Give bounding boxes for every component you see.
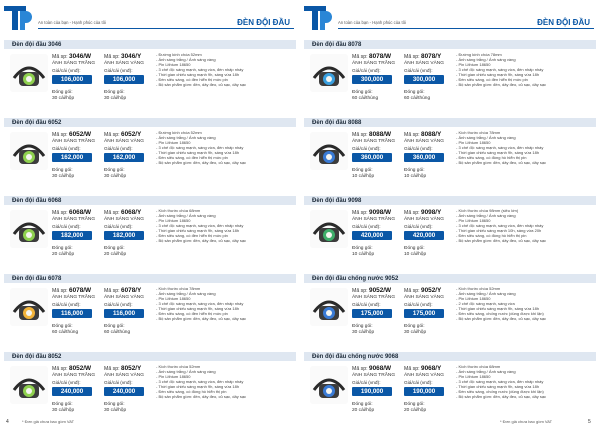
price-label: Giá/cái (vnđ): <box>404 147 433 152</box>
price-badge: 182,000 <box>104 231 144 240</box>
headlamp-icon <box>10 210 48 248</box>
pack-label: Đóng gói: <box>352 168 373 173</box>
light-type: ÁNH SÁNG TRẮNG <box>352 217 396 222</box>
price-badge: 360,000 <box>352 153 392 162</box>
model-code: Mã sp: 8052/Y <box>104 365 142 372</box>
price-badge: 116,000 <box>104 309 144 318</box>
light-type: ÁNH SÁNG TRẮNG <box>52 61 96 66</box>
variant-yellow <box>104 53 154 101</box>
variant-white <box>52 131 102 179</box>
product-title: Đèn đội đầu 9098 <box>304 196 596 205</box>
price-label: Giá/cái (vnđ): <box>352 69 381 74</box>
variant-yellow <box>404 131 454 179</box>
product-title: Đèn đội đầu chống nước 9052 <box>304 274 596 283</box>
light-type: ÁNH SÁNG VÀNG <box>404 373 444 378</box>
pack-label: Đóng gói: <box>104 402 125 407</box>
model-code: Mã sp: 9052/W <box>352 287 392 294</box>
spec-list: - Đường kính chóa 78mm - Ánh sáng trắng / Ánh sáng vàng - Pin Lithium 18650 - 3 chế độ: sáng mạnh, sáng vừa, đèn nhấp nháy - Thời gian chiếu sáng mạnh 9h, sáng vừa 18h - Đèn siêu sáng, có đèn hiển thị mức pin - Bộ sản phẩm gồm: đèn, dây đeo, củ sạc, dây sạc <box>456 52 547 87</box>
header-divider <box>338 28 594 29</box>
spec-list: - Kích thước chóa 98mm (siêu lớn) - Ánh sáng trắng / Ánh sáng vàng - Pin Lithium 18650 - 3 chế độ: sáng mạnh, sáng vừa, đèn nhấp nháy - Thời gian chiếu sáng mạnh 10h, sáng vừa 20h - Đèn siêu sáng, có đồng hồ hiển thị pin - Bộ sản phẩm gồm: đèn, dây đeo, củ sạc, dây sạc <box>456 208 547 243</box>
price-badge: 116,000 <box>52 309 92 318</box>
product-title: Đèn đội đầu 6052 <box>4 118 296 127</box>
variant-yellow <box>104 131 154 179</box>
light-type: ÁNH SÁNG VÀNG <box>104 295 144 300</box>
pack-value: 10 cái/hộp <box>352 174 375 179</box>
pack-value: 20 cái/hộp <box>404 408 427 413</box>
light-type: ÁNH SÁNG TRẮNG <box>52 139 96 144</box>
headlamp-icon <box>310 288 348 326</box>
price-label: Giá/cái (vnđ): <box>52 303 81 308</box>
pack-label: Đóng gói: <box>404 90 425 95</box>
page-header <box>304 6 594 32</box>
model-code: Mã sp: 8088/W <box>352 131 392 138</box>
light-type: ÁNH SÁNG TRẮNG <box>352 139 396 144</box>
pack-label: Đóng gói: <box>52 90 73 95</box>
price-label: Giá/cái (vnđ): <box>352 147 381 152</box>
pack-label: Đóng gói: <box>404 246 425 251</box>
spec-list: - Kích thước chóa 52mm - Ánh sáng trắng / Ánh sáng vàng - Pin Lithium 18650 - 2 chế độ: sáng mạnh, sáng vừa - Thời gian chiếu sáng mạnh 9h, sáng vừa 18h - Đèn siêu sáng, chống nước (dùng được khi lặn) - Bộ sản phẩm gồm: đèn, dây đeo, củ sạc, dây sạc <box>456 286 547 321</box>
model-code: Mã sp: 6068/Y <box>104 209 142 216</box>
variant-yellow <box>404 209 454 257</box>
spec-list: - Đường kính chóa 52mm - Ánh sáng trắng / Ánh sáng vàng - Pin Lithium 18650 - 3 chế độ: sáng mạnh, sáng vừa, đèn nhấp nháy - Thời gian chiếu sáng mạnh 9h, sáng vừa 18h - Đèn siêu sáng, có đèn hiển thị mức pin - Bộ sản phẩm gồm: đèn, dây đeo, củ sạc, dây sạc <box>156 130 247 165</box>
pack-label: Đóng gói: <box>104 90 125 95</box>
price-badge: 240,000 <box>52 387 92 396</box>
variant-white <box>52 53 102 101</box>
variant-white <box>52 209 102 257</box>
headlamp-icon <box>10 366 48 404</box>
spec-list: - Kích thước chóa 78mm - Ánh sáng trắng / Ánh sáng vàng - Pin Lithium 18650 - 3 chế độ: sáng mạnh, sáng vừa, đèn nhấp nháy - Thời gian chiếu sáng mạnh 9h, sáng vừa 18h - Đèn siêu sáng, có đồng hồ hiển thị pin - Bộ sản phẩm gồm: đèn, dây đeo, củ sạc, dây sạc <box>456 130 547 165</box>
price-badge: 190,000 <box>404 387 444 396</box>
product-title: Đèn đội đầu 3046 <box>4 40 296 49</box>
product-title: Đèn đội đầu 6068 <box>4 196 296 205</box>
model-code: Mã sp: 9068/W <box>352 365 392 372</box>
price-label: Giá/cái (vnđ): <box>352 225 381 230</box>
pack-value: 30 cái/hộp <box>404 330 427 335</box>
variant-white <box>352 209 402 257</box>
pack-label: Đóng gói: <box>52 402 73 407</box>
spec-list: - Đường kính chóa 52mm - Ánh sáng trắng / Ánh sáng vàng - Pin Lithium 18650 - 3 chế độ: sáng mạnh, sáng vừa, đèn nhấp nháy - Thời gian chiếu sáng mạnh 9h, sáng vừa 18h - Đèn siêu sáng, có đèn hiển thị mức pin - Bộ sản phẩm gồm: đèn, dây đeo, củ sạc, dây sạc <box>156 52 247 87</box>
variant-white <box>352 131 402 179</box>
pack-value: 30 cái/hộp <box>104 174 127 179</box>
price-badge: 420,000 <box>352 231 392 240</box>
model-code: Mã sp: 6052/W <box>52 131 92 138</box>
pack-value: 30 cái/hộp <box>52 96 75 101</box>
light-type: ÁNH SÁNG VÀNG <box>404 295 444 300</box>
price-badge: 182,000 <box>52 231 92 240</box>
pack-label: Đóng gói: <box>352 90 373 95</box>
model-code: Mã sp: 6078/Y <box>104 287 142 294</box>
price-label: Giá/cái (vnđ): <box>104 147 133 152</box>
pack-label: Đóng gói: <box>404 324 425 329</box>
pack-label: Đóng gói: <box>52 246 73 251</box>
headlamp-icon <box>310 210 348 248</box>
model-code: Mã sp: 8052/W <box>52 365 92 372</box>
price-badge: 190,000 <box>352 387 392 396</box>
headlamp-icon <box>10 132 48 170</box>
price-badge: 175,000 <box>404 309 444 318</box>
price-label: Giá/cái (vnđ): <box>404 381 433 386</box>
pack-value: 10 cái/hộp <box>404 174 427 179</box>
price-label: Giá/cái (vnđ): <box>104 69 133 74</box>
product-card <box>4 40 296 116</box>
pack-value: 60 cái/thùng <box>404 96 431 101</box>
light-type: ÁNH SÁNG TRẮNG <box>352 61 396 66</box>
price-label: Giá/cái (vnđ): <box>104 225 133 230</box>
price-badge: 106,000 <box>104 75 144 84</box>
pack-value: 30 cái/hộp <box>52 408 75 413</box>
pack-label: Đóng gói: <box>52 324 73 329</box>
pack-value: 30 cái/hộp <box>352 330 375 335</box>
pack-value: 20 cái/hộp <box>52 252 75 257</box>
headlamp-icon <box>10 54 48 92</box>
pack-label: Đóng gói: <box>404 402 425 407</box>
section-title: ĐÈN ĐỘI ĐẦU <box>537 18 590 27</box>
footer-note: * Đơn giá chưa bao gồm VAT <box>22 419 75 424</box>
light-type: ÁNH SÁNG TRẮNG <box>52 295 96 300</box>
page-header <box>4 6 294 32</box>
tp-logo-icon <box>304 6 334 30</box>
spec-list: - Kích thước chóa 52mm - Ánh sáng trắng / Ánh sáng vàng - Pin Lithium 18650 - 3 chế độ: sáng mạnh, sáng vừa, đèn nhấp nháy - Thời gian chiếu sáng mạnh 9h, sáng vừa 18h - Đèn siêu sáng, có đồng hồ hiển thị pin - Bộ sản phẩm gồm: đèn, dây đeo, củ sạc, dây sạc <box>156 364 247 399</box>
page-number: 4 <box>6 419 9 425</box>
price-label: Giá/cái (vnđ): <box>52 69 81 74</box>
price-badge: 162,000 <box>52 153 92 162</box>
price-badge: 420,000 <box>404 231 444 240</box>
variant-yellow <box>104 365 154 413</box>
light-type: ÁNH SÁNG VÀNG <box>104 61 144 66</box>
light-type: ÁNH SÁNG TRẮNG <box>52 217 96 222</box>
variant-yellow <box>404 287 454 335</box>
model-code: Mã sp: 9098/W <box>352 209 392 216</box>
tagline: An toàn của bạn - Hạnh phúc của tôi <box>338 20 406 25</box>
pack-value: 60 cái/thùng <box>52 330 79 335</box>
product-card <box>4 274 296 350</box>
pack-label: Đóng gói: <box>104 246 125 251</box>
product-title: Đèn đội đầu 8088 <box>304 118 596 127</box>
model-code: Mã sp: 8088/Y <box>404 131 442 138</box>
product-card <box>304 118 596 194</box>
pack-value: 60 cái/thùng <box>352 96 379 101</box>
model-code: Mã sp: 6078/W <box>52 287 92 294</box>
product-card <box>4 352 296 428</box>
product-title: Đèn đội đầu 8078 <box>304 40 596 49</box>
pack-value: 30 cái/hộp <box>52 174 75 179</box>
pack-label: Đóng gói: <box>52 168 73 173</box>
price-label: Giá/cái (vnđ): <box>52 225 81 230</box>
catalog-page-right <box>300 0 600 432</box>
pack-label: Đóng gói: <box>104 324 125 329</box>
light-type: ÁNH SÁNG VÀNG <box>404 61 444 66</box>
pack-value: 10 cái/hộp <box>404 252 427 257</box>
variant-yellow <box>104 287 154 335</box>
light-type: ÁNH SÁNG TRẮNG <box>352 373 396 378</box>
pack-label: Đóng gói: <box>352 402 373 407</box>
pack-value: 60 cái/thùng <box>104 330 131 335</box>
model-code: Mã sp: 6052/Y <box>104 131 142 138</box>
model-code: Mã sp: 6068/W <box>52 209 92 216</box>
product-card <box>304 274 596 350</box>
price-badge: 162,000 <box>104 153 144 162</box>
pack-label: Đóng gói: <box>352 324 373 329</box>
model-code: Mã sp: 9052/Y <box>404 287 442 294</box>
price-label: Giá/cái (vnđ): <box>52 147 81 152</box>
spec-list: - Kích thước chóa 68mm - Ánh sáng trắng / Ánh sáng vàng - Pin Lithium 18650 - 3 chế độ: sáng mạnh, sáng vừa, đèn nhấp nháy - Thời gian chiếu sáng mạnh 9h, sáng vừa 18h - Đèn siêu sáng, có đèn hiển thị mức pin - Bộ sản phẩm gồm: đèn, dây đeo, củ sạc, dây sạc <box>156 208 247 243</box>
spec-list: - Kích thước chóa 68mm - Ánh sáng trắng / Ánh sáng vàng - Pin Lithium 18650 - 3 chế độ: sáng mạnh, sáng vừa, đèn nhấp nháy - Thời gian chiếu sáng mạnh 9h, sáng vừa 18h - Đèn siêu sáng, chống nước (dùng được khi lặn) - Bộ sản phẩm gồm: đèn, dây đeo, củ sạc, dây sạc <box>456 364 547 399</box>
model-code: Mã sp: 9098/Y <box>404 209 442 216</box>
model-code: Mã sp: 3046/Y <box>104 53 142 60</box>
light-type: ÁNH SÁNG TRẮNG <box>52 373 96 378</box>
light-type: ÁNH SÁNG TRẮNG <box>352 295 396 300</box>
price-badge: 106,000 <box>52 75 92 84</box>
light-type: ÁNH SÁNG VÀNG <box>104 373 144 378</box>
price-badge: 300,000 <box>404 75 444 84</box>
model-code: Mã sp: 9068/Y <box>404 365 442 372</box>
tagline: An toàn của bạn - Hạnh phúc của tôi <box>38 20 106 25</box>
model-code: Mã sp: 8078/Y <box>404 53 442 60</box>
variant-white <box>352 287 402 335</box>
headlamp-icon <box>310 132 348 170</box>
variant-yellow <box>404 53 454 101</box>
price-badge: 175,000 <box>352 309 392 318</box>
price-label: Giá/cái (vnđ): <box>404 69 433 74</box>
page-number: 5 <box>588 419 591 425</box>
pack-label: Đóng gói: <box>404 168 425 173</box>
product-card <box>304 40 596 116</box>
variant-white <box>352 53 402 101</box>
price-label: Giá/cái (vnđ): <box>352 303 381 308</box>
headlamp-icon <box>10 288 48 326</box>
pack-value: 10 cái/hộp <box>352 252 375 257</box>
price-label: Giá/cái (vnđ): <box>104 381 133 386</box>
price-badge: 300,000 <box>352 75 392 84</box>
variant-yellow <box>104 209 154 257</box>
light-type: ÁNH SÁNG VÀNG <box>104 217 144 222</box>
price-badge: 360,000 <box>404 153 444 162</box>
light-type: ÁNH SÁNG VÀNG <box>404 217 444 222</box>
footer-note: * Đơn giá chưa bao gồm VAT <box>500 419 553 424</box>
price-label: Giá/cái (vnđ): <box>404 225 433 230</box>
pack-value: 20 cái/hộp <box>352 408 375 413</box>
product-title: Đèn đội đầu 8052 <box>4 352 296 361</box>
pack-value: 30 cái/hộp <box>104 96 127 101</box>
light-type: ÁNH SÁNG VÀNG <box>104 139 144 144</box>
product-title: Đèn đội đầu 6078 <box>4 274 296 283</box>
model-code: Mã sp: 8078/W <box>352 53 392 60</box>
pack-label: Đóng gói: <box>104 168 125 173</box>
variant-yellow <box>404 365 454 413</box>
product-title: Đèn đội đầu chống nước 9068 <box>304 352 596 361</box>
pack-label: Đóng gói: <box>352 246 373 251</box>
product-card <box>304 352 596 428</box>
headlamp-icon <box>310 54 348 92</box>
spec-list: - Kích thước chóa 78mm - Ánh sáng trắng / Ánh sáng vàng - Pin Lithium 18650 - 3 chế độ: sáng mạnh, sáng vừa, đèn nhấp nháy - Thời gian chiếu sáng mạnh 9h, sáng vừa 18h - Đèn siêu sáng, có đèn hiển thị mức pin - Bộ sản phẩm gồm: đèn, dây đeo, củ sạc, dây sạc <box>156 286 247 321</box>
product-card <box>4 196 296 272</box>
model-code: Mã sp: 3046/W <box>52 53 92 60</box>
header-divider <box>38 28 294 29</box>
price-label: Giá/cái (vnđ): <box>52 381 81 386</box>
tp-logo-icon <box>4 6 34 30</box>
variant-white <box>52 365 102 413</box>
variant-white <box>352 365 402 413</box>
pack-value: 20 cái/hộp <box>104 252 127 257</box>
section-title: ĐÈN ĐỘI ĐẦU <box>237 18 290 27</box>
product-card <box>4 118 296 194</box>
price-label: Giá/cái (vnđ): <box>404 303 433 308</box>
variant-white <box>52 287 102 335</box>
price-badge: 240,000 <box>104 387 144 396</box>
price-label: Giá/cái (vnđ): <box>352 381 381 386</box>
product-card <box>304 196 596 272</box>
pack-value: 30 cái/hộp <box>104 408 127 413</box>
price-label: Giá/cái (vnđ): <box>104 303 133 308</box>
light-type: ÁNH SÁNG VÀNG <box>404 139 444 144</box>
headlamp-icon <box>310 366 348 404</box>
